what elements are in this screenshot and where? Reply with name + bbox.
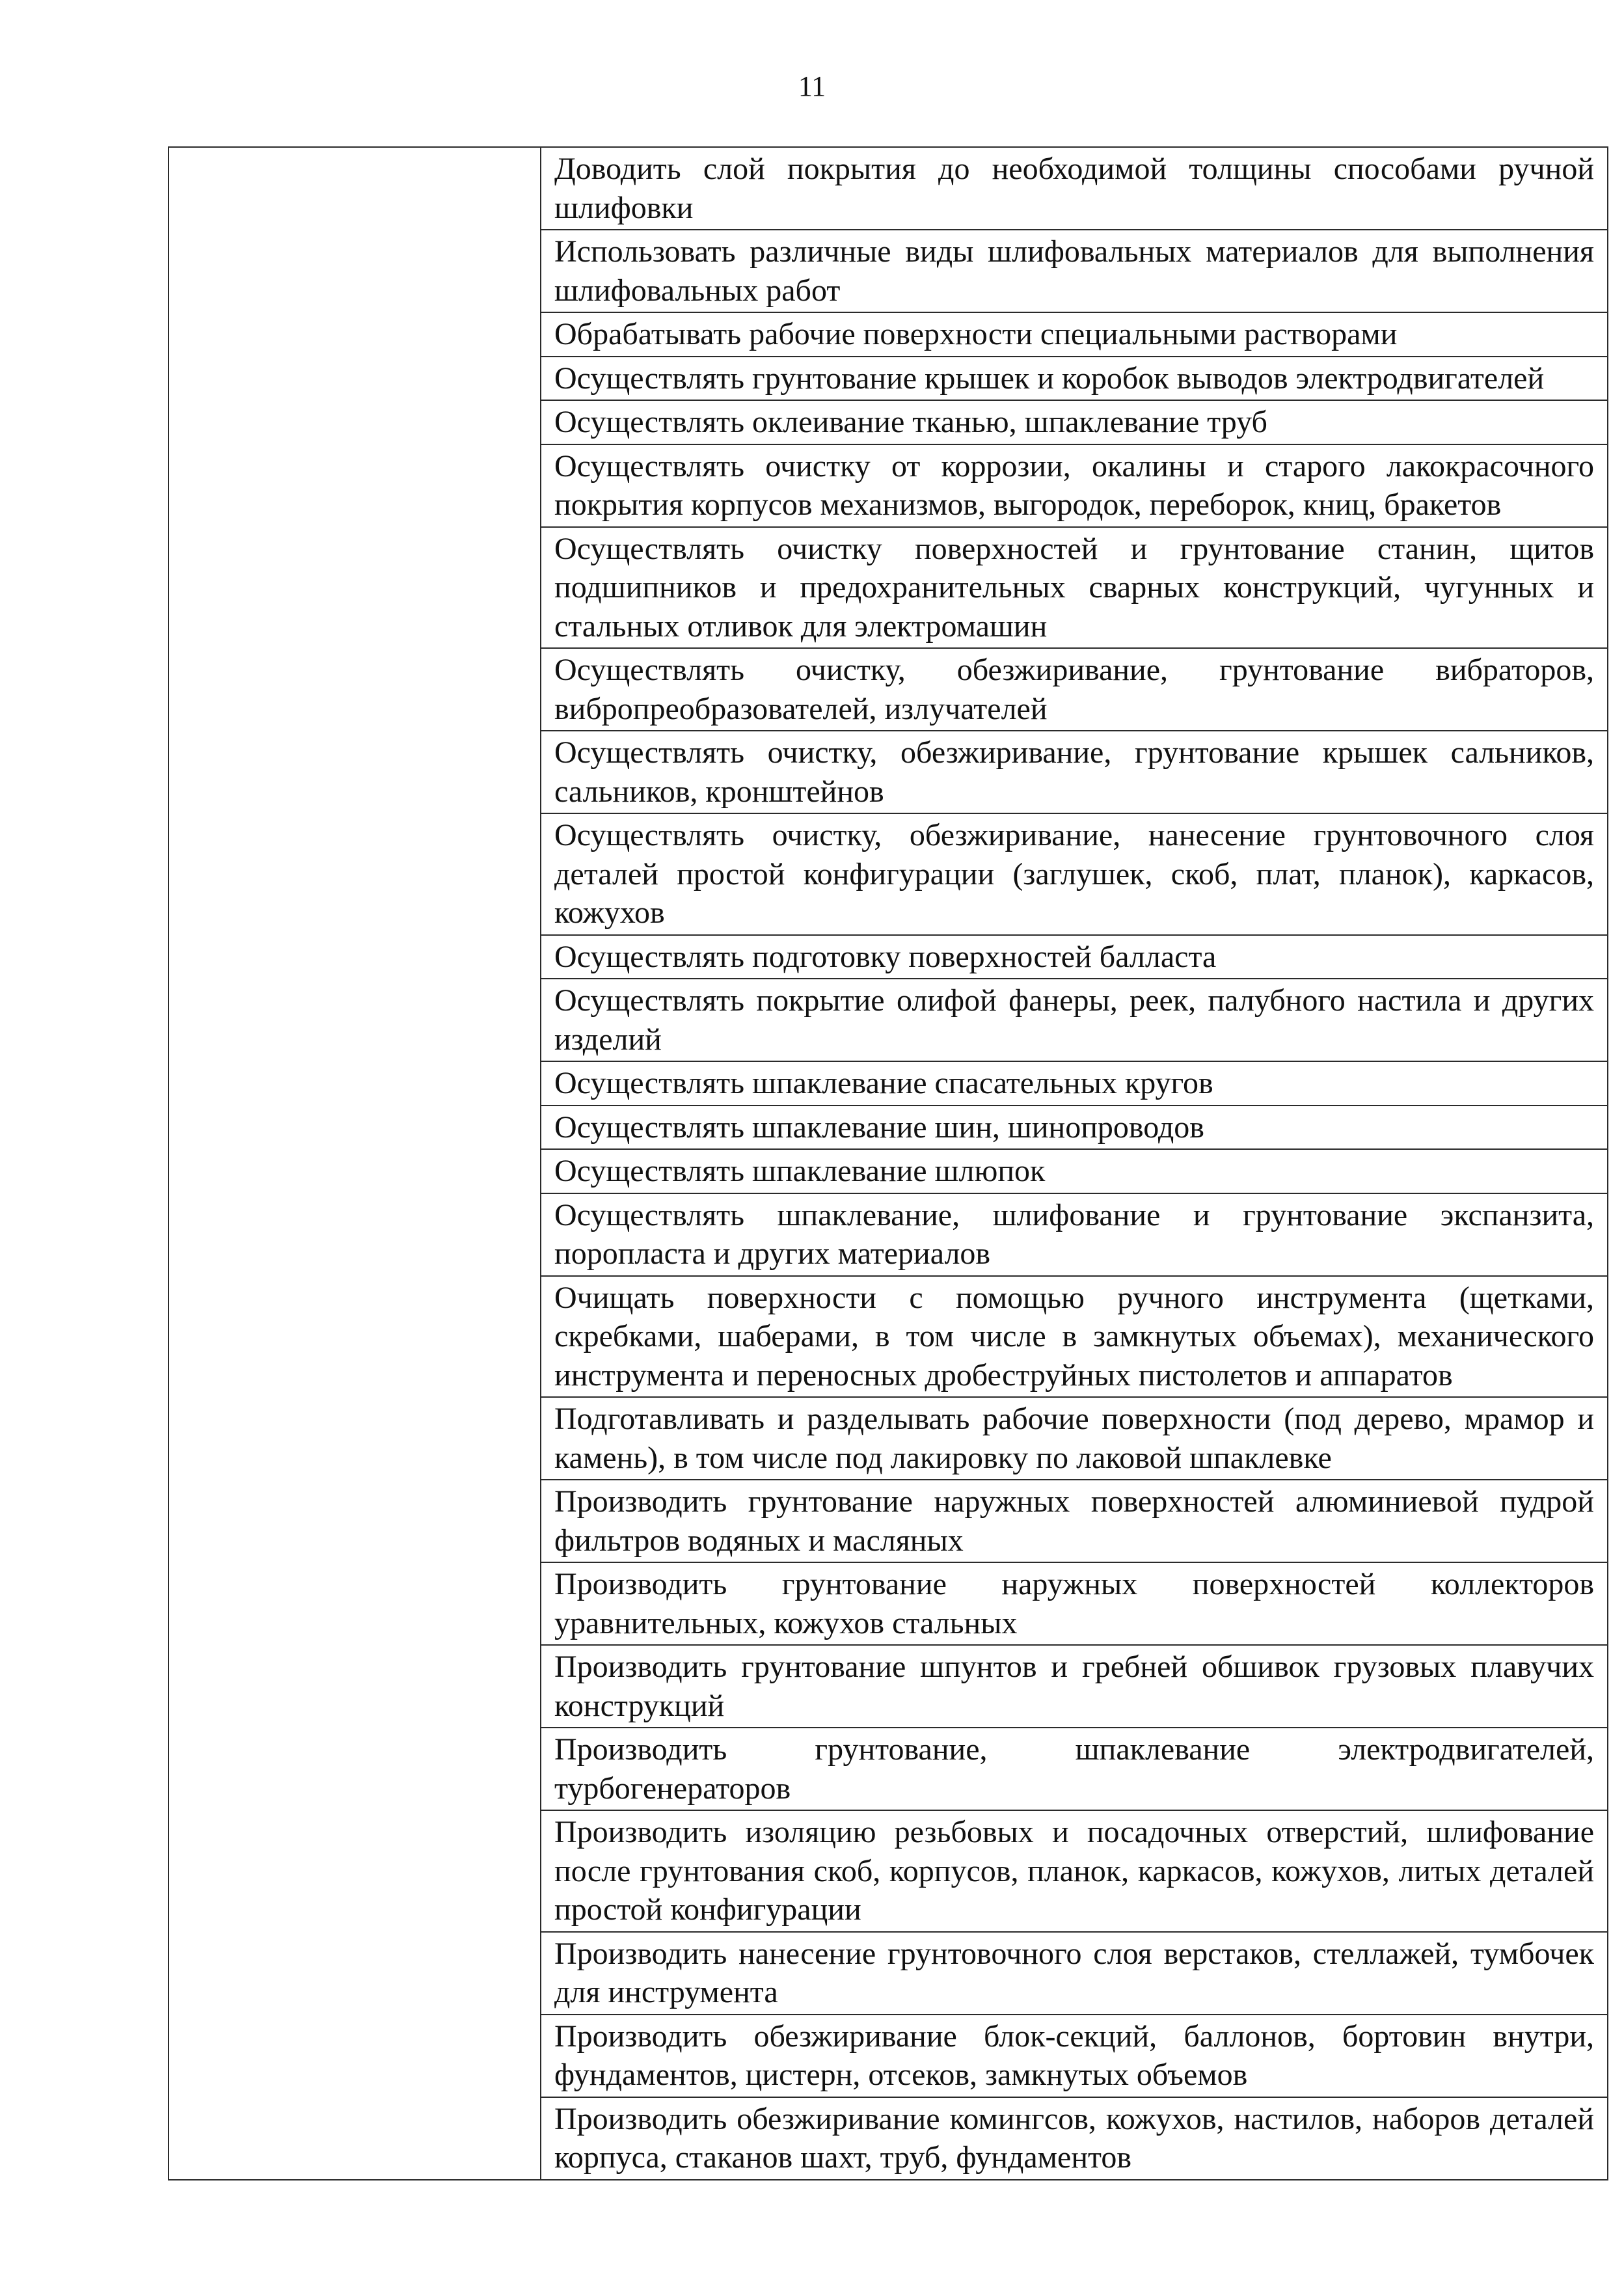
skill-text: Осуществлять оклеивание тканью, шпаклевание труб <box>554 405 1267 439</box>
skill-text: Осуществлять очистку, обезжиривание, нанесение грунтовочного слоя деталей простой конфигурации (заглушек, скоб, плат, планок), каркасов, кожухов <box>554 818 1594 930</box>
skill-text: Производить грунтование наружных поверхностей коллекторов уравнительных, кожухов стальных <box>554 1567 1594 1640</box>
skill-text: Производить грунтование шпунтов и гребней обшивок грузовых плавучих конструкций <box>554 1650 1594 1723</box>
skill-text: Использовать различные виды шлифовальных материалов для выполнения шлифовальных работ <box>554 234 1594 308</box>
skill-text: Осуществлять очистку, обезжиривание, грунтование крышек сальников, сальников, кронштейнов <box>554 735 1594 809</box>
skill-text: Очищать поверхности с помощью ручного инструмента (щетками, скребками, шаберами, в том числе в замкнутых объемах), механического инструмента и переносных дробеструйных пистолетов и аппаратов <box>554 1280 1594 1392</box>
skill-cell <box>541 1932 1608 2015</box>
skill-cell <box>541 1106 1608 1150</box>
skill-text: Осуществлять шпаклевание спасательных кругов <box>554 1066 1213 1100</box>
skill-text: Осуществлять очистку поверхностей и грунтование станин, щитов подшипников и предохранительных сварных конструкций, чугунных и стальных отливок для электромашин <box>554 531 1594 644</box>
skill-text: Производить нанесение грунтовочного слоя верстаков, стеллажей, тумбочек для инструмента <box>554 1936 1594 2009</box>
skill-text: Осуществлять подготовку поверхностей балласта <box>554 939 1217 974</box>
page-number: 11 <box>798 70 826 102</box>
skill-text: Осуществлять шпаклевание шлюпок <box>554 1154 1046 1188</box>
skill-cell <box>541 400 1608 444</box>
skill-cell <box>541 1397 1608 1480</box>
skill-text: Производить обезжиривание комингсов, кожухов, настилов, наборов деталей корпуса, стаканов шахт, труб, фундаментов <box>554 2101 1594 2175</box>
skill-cell <box>541 1480 1608 1562</box>
skill-text: Осуществлять грунтование крышек и коробок выводов электродвигателей <box>554 360 1545 396</box>
skill-text: Осуществлять шпаклевание, шлифование и грунтование экспанзита, поропласта и других материалов <box>554 1197 1594 1271</box>
table-row <box>169 147 1608 230</box>
skill-text: Осуществлять покрытие олифой фанеры, реек, палубного настила и других изделий <box>554 983 1594 1057</box>
skill-cell <box>541 1810 1608 1932</box>
skill-cell <box>541 527 1608 649</box>
skill-cell <box>541 2015 1608 2097</box>
skill-text: Доводить слой покрытия до необходимой толщины способами ручной шлифовки <box>554 152 1594 225</box>
skill-text: Производить обезжиривание блок-секций, баллонов, бортовин внутри, фундаментов, цистерн, отсеков, замкнутых объемов <box>554 2018 1594 2092</box>
skills-table-body <box>169 147 1608 2180</box>
skill-text: Осуществлять очистку от коррозии, окалины и старого лакокрасочного покрытия корпусов механизмов, выгородок, переборок, книц, бракетов <box>554 448 1594 522</box>
skill-cell <box>541 979 1608 1061</box>
skill-cell <box>541 648 1608 731</box>
skill-text: Производить изоляцию резьбовых и посадочных отверстий, шлифование после грунтования скоб, корпусов, планок, каркасов, кожухов, литых деталей простой конфигурации <box>554 1815 1594 1927</box>
skill-cell <box>541 1645 1608 1728</box>
skills-table <box>168 146 1608 2180</box>
skill-cell <box>541 1728 1608 1810</box>
skill-cell <box>541 230 1608 312</box>
skill-cell <box>541 2097 1608 2180</box>
skill-text: Осуществлять очистку, обезжиривание, грунтование вибраторов, вибропреобразователей, излучателей <box>554 653 1594 726</box>
skill-text: Осуществлять шпаклевание шин, шинопроводов <box>554 1109 1204 1145</box>
skill-cell <box>541 1193 1608 1276</box>
skill-text: Подготавливать и разделывать рабочие поверхности (под дерево, мрамор и камень), в том числе под лакировку по лаковой шпаклевке <box>554 1402 1594 1475</box>
skill-cell <box>541 1149 1608 1193</box>
skill-cell <box>541 357 1608 401</box>
left-column-cell <box>169 147 541 2180</box>
skill-cell <box>541 813 1608 935</box>
skill-cell <box>541 147 1608 230</box>
skill-cell <box>541 731 1608 813</box>
skill-cell <box>541 1061 1608 1106</box>
skill-cell <box>541 444 1608 527</box>
skill-cell <box>541 312 1608 357</box>
skill-cell <box>541 1562 1608 1645</box>
skill-cell <box>541 1276 1608 1398</box>
skill-text: Обрабатывать рабочие поверхности специальными растворами <box>554 317 1398 351</box>
skill-text: Производить грунтование наружных поверхностей алюминиевой пудрой фильтров водяных и масляных <box>554 1484 1594 1558</box>
skill-cell <box>541 935 1608 979</box>
skill-text: Производить грунтование, шпаклевание электродвигателей, турбогенераторов <box>554 1732 1594 1806</box>
